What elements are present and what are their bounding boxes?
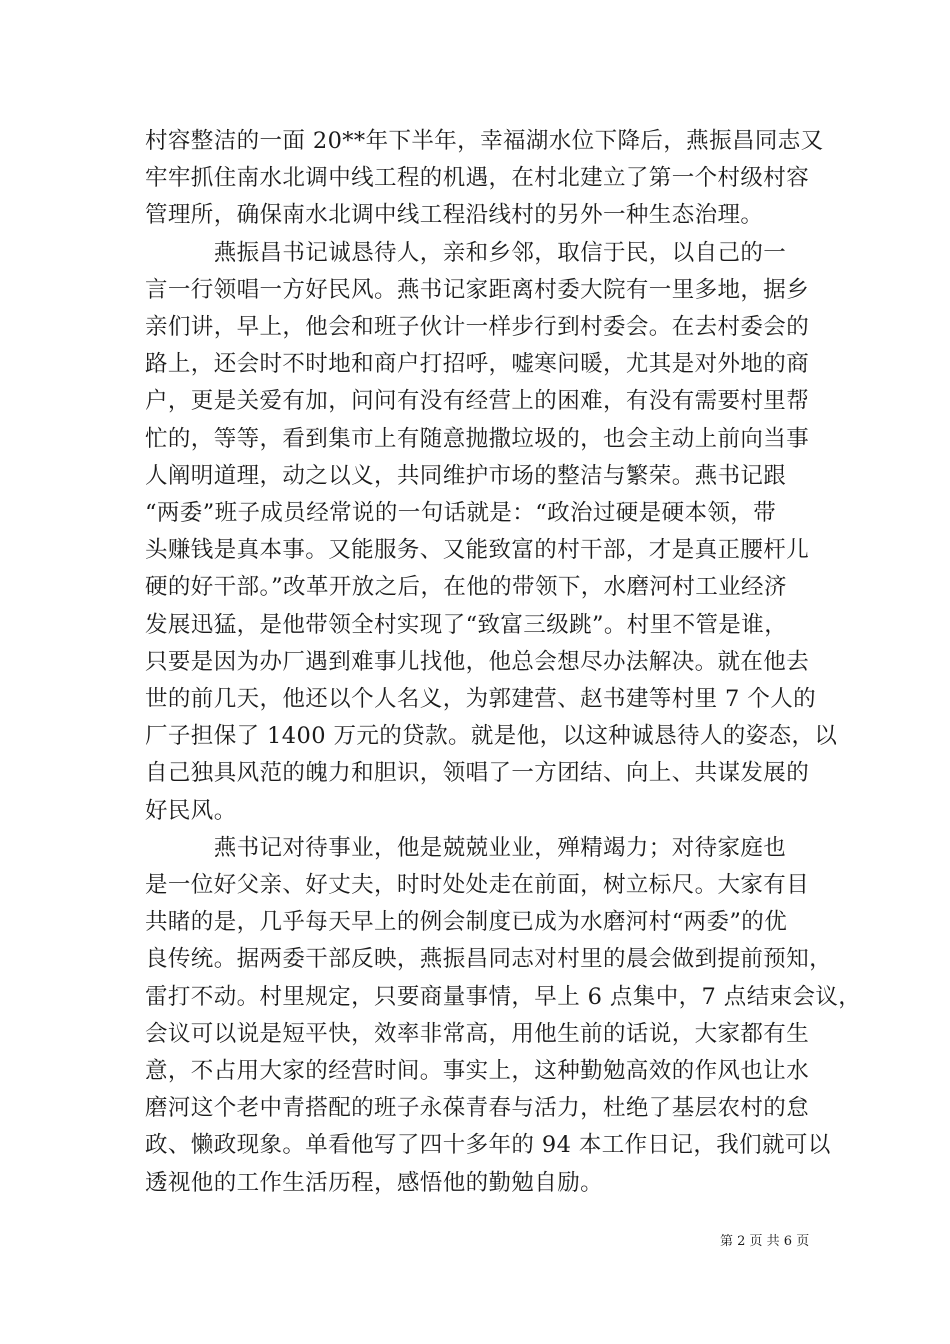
text-line: 意，不占用大家的经营时间。事实上，这种勤勉高效的作风也让水: [145, 1058, 810, 1084]
text-line: 发展迅猛，是他带领全村实现了“致富三级跳”。村里不管是谁，: [145, 611, 788, 638]
text-line: 磨河这个老中青搭配的班子永葆青春与活力，杜绝了基层农村的怠: [145, 1095, 810, 1122]
text-line: 会议可以说是短平快，效率非常高，用他生前的话说，大家都有生: [145, 1020, 810, 1047]
text-line: 管理所，确保南水北调中线工程沿线村的另外一种生态治理。: [145, 202, 764, 229]
text-line: 是一位好父亲、好丈夫，时时处处走在前面，树立标尺。大家有目: [145, 872, 810, 898]
text-line: 透视他的工作生活历程，感悟他的勤勉自励。: [145, 1169, 604, 1196]
text-line: 良传统。据两委干部反映，燕振昌同志对村里的晨会做到提前预知，: [145, 946, 833, 973]
text-line: 雷打不动。村里规定，只要商量事情，早上 6 点集中，7 点结束会议，: [145, 983, 862, 1010]
text-line: 硬的好干部。”改革开放之后，在他的带领下，水磨河村工业经济: [145, 574, 787, 601]
text-line: 户，更是关爱有加，问问有没有经营上的困难，有没有需要村里帮: [145, 388, 810, 415]
text-line: 言一行领唱一方好民风。燕书记家距离村委大院有一里多地，据乡: [145, 276, 810, 303]
text-line: 共睹的是，几乎每天早上的例会制度已成为水磨河村“两委”的优: [145, 909, 788, 936]
text-line: 政、懒政现象。单看他写了四十多年的 94 本工作日记，我们就可以: [145, 1132, 831, 1159]
text-line: 路上，还会时不时地和商户打招呼，嘘寒问暖，尤其是对外地的商: [145, 351, 810, 378]
text-line: 好民风。: [145, 797, 237, 824]
text-line: 世的前几天，他还以个人名义，为郭建营、赵书建等村里 7 个人的: [145, 686, 817, 712]
text-line: 牢牢抓住南水北调中线工程的机遇，在村北建立了第一个村级村容: [145, 165, 810, 192]
text-line: 忙的，等等，看到集市上有随意抛撒垃圾的，也会主动上前向当事: [145, 425, 810, 452]
text-line: 亲们讲，早上，他会和班子伙计一样步行到村委会。在去村委会的: [145, 314, 810, 340]
text-line: 村容整洁的一面 20**年下半年，幸福湖水位下降后，燕振昌同志又: [145, 128, 824, 154]
page-footer: 第 2 页 共 6 页: [720, 1234, 810, 1249]
text-line: 燕书记对待事业，他是兢兢业业，殚精竭力；对待家庭也: [145, 834, 787, 861]
text-line: 头赚钱是真本事。又能服务、又能致富的村干部，才是真正腰杆儿: [145, 537, 810, 564]
text-line: 人阐明道理，动之以义，共同维护市场的整洁与繁荣。燕书记跟: [145, 462, 787, 489]
text-line: 只要是因为办厂遇到难事儿找他，他总会想尽办法解决。就在他去: [145, 648, 810, 675]
text-line: “两委”班子成员经常说的一句话就是：“政治过硬是硬本领，带: [145, 500, 777, 526]
text-line: 燕振昌书记诚恳待人，亲和乡邻，取信于民，以自己的一: [145, 239, 787, 266]
text-line: 厂子担保了 1400 万元的贷款。就是他，以这种诚恳待人的姿态，以: [145, 723, 838, 750]
text-line: 自己独具风范的魄力和胆识，领唱了一方团结、向上、共谋发展的: [145, 760, 810, 787]
